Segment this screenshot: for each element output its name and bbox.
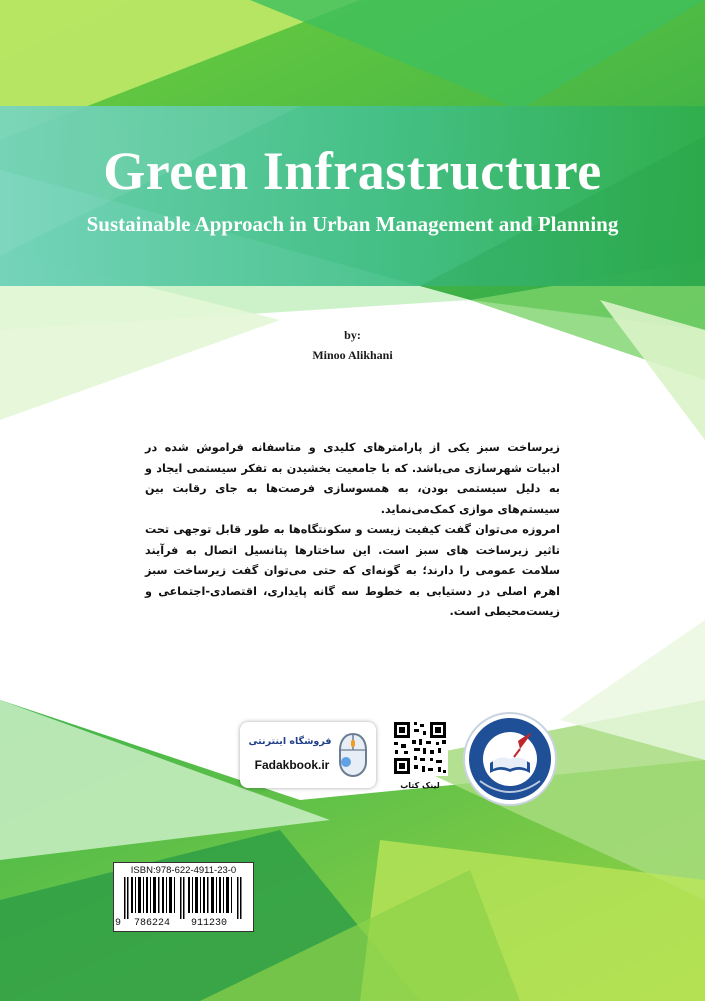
book-title: Green Infrastructure bbox=[103, 141, 602, 201]
barcode-icon bbox=[122, 877, 245, 919]
author-name: Minoo Alikhani bbox=[312, 348, 393, 362]
publisher-logo-book-icon bbox=[462, 711, 558, 807]
back-cover-blurb bbox=[145, 438, 560, 623]
book-subtitle: Sustainable Approach in Urban Management and Planning bbox=[86, 212, 619, 236]
shop-name: فروشگاه اینترنتی bbox=[248, 736, 332, 747]
computer-mouse-icon bbox=[336, 732, 370, 778]
qr-caption: لینک کتاب bbox=[400, 781, 440, 790]
online-shop-badge[interactable] bbox=[240, 722, 376, 788]
isbn-number: ISBN:978-622-4911-23-0 bbox=[130, 865, 237, 876]
barcode-digits-right: 911230 bbox=[191, 918, 228, 929]
shop-url[interactable]: Fadakbook.ir bbox=[254, 758, 330, 772]
qr-code-icon[interactable] bbox=[392, 720, 448, 776]
by-label: by: bbox=[344, 328, 361, 342]
barcode-digit-lead: 9 bbox=[115, 918, 122, 929]
isbn-barcode bbox=[113, 862, 254, 932]
blurb-paragraph-1: زیرساخت سبز یکی از پارامترهای کلیدی و متاسفانه فراموش شده در ادبیات شهرسازی می‌باشد. که با جامعیت بخشیدن به تفکر سیستمی ایجاد و به دلیل سیستمی بودن، به همسوسازی فرصت‌ها به جای رقابت بین سیستم‌های موازی کمک‌می‌نماید. bbox=[145, 441, 560, 516]
blurb-paragraph-2: امروزه می‌توان گفت کیفیت زیست و سکونتگاه‌ها به طور قابل توجهی تحت تاثیر زیرساخت های سبز است. این ساختارها پتانسیل اتصال به فرآیند سلامت عمومی را دارند؛ به گونه‌ای که حتی می‌توان گفت زیرساخت سبز اهرم اصلی در دستیابی به خطوط سه گانه پایداری، اقتصادی-اجتماعی و زیست‌محیطی است. bbox=[145, 523, 560, 618]
barcode-digits-left: 786224 bbox=[134, 918, 171, 929]
